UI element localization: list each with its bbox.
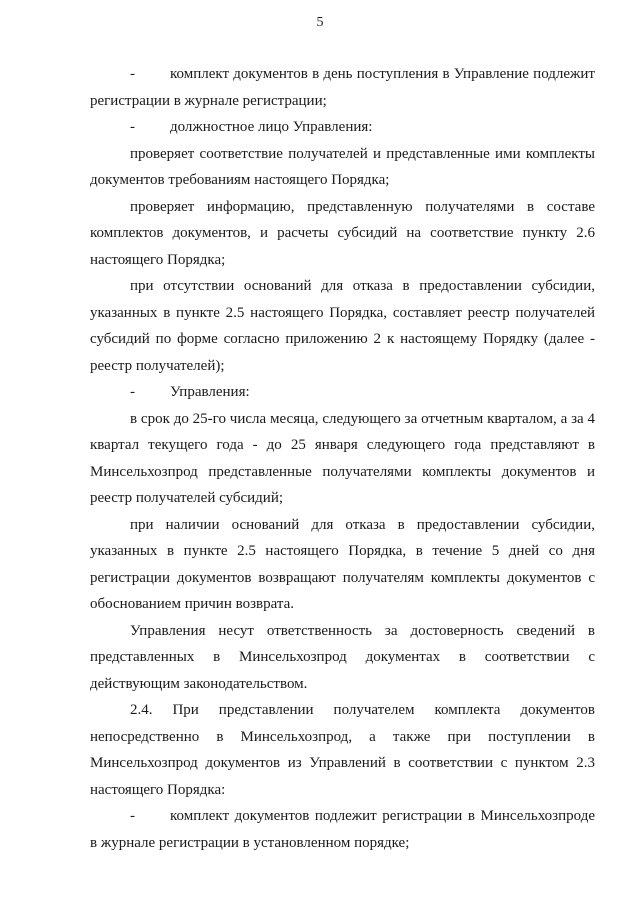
paragraph: проверяет информацию, представленную получателями в составе комплектов документов, и расчеты субсидий на соответствие пункту 2.6 настоящего Порядка; <box>90 198 595 268</box>
bullet-text: комплект документов подлежит регистрации в Минсельхозпроде в журнале регистрации в установленном порядке; <box>90 808 595 851</box>
page-number: 5 <box>316 15 324 30</box>
bullet-dash: - <box>130 384 135 400</box>
bullet-text: Управления: <box>170 384 250 400</box>
paragraph: в срок до 25-го числа месяца, следующего за отчетным кварталом, а за 4 квартал текущего года - до 25 января следующего года представляют в Минсельхозпрод представленные получателями комплекты документов и реестр получателей субсидий; <box>90 410 595 506</box>
paragraph: 2.4. При представлении получателем комплекта документов непосредственно в Минсельхозпрод, а также при поступлении в Минсельхозпрод документов из Управлений в соответствии с пунктом 2.3 настоящего Порядка: <box>90 702 595 798</box>
document-body <box>90 61 595 856</box>
paragraph: Управления несут ответственность за достоверность сведений в представленных в Минсельхозпрод документах в соответствии с действующим законодательством. <box>90 622 595 692</box>
bullet-text: комплект документов в день поступления в Управление подлежит регистрации в журнале регистрации; <box>90 66 595 109</box>
bullet-item <box>90 379 595 406</box>
bullet-dash: - <box>130 119 135 135</box>
bullet-item <box>90 61 595 114</box>
bullet-text: должностное лицо Управления: <box>170 119 373 135</box>
bullet-item <box>90 114 595 141</box>
bullet-item <box>90 803 595 856</box>
bullet-dash: - <box>130 808 135 824</box>
bullet-dash: - <box>130 66 135 82</box>
paragraph: при отсутствии оснований для отказа в предоставлении субсидии, указанных в пункте 2.5 настоящего Порядка, составляет реестр получателей субсидий по форме согласно приложению 2 к настоящему Порядку (далее - реестр получателей); <box>90 278 595 374</box>
paragraph: проверяет соответствие получателей и представленные ими комплекты документов требованиям настоящего Порядка; <box>90 145 595 188</box>
paragraph: при наличии оснований для отказа в предоставлении субсидии, указанных в пункте 2.5 настоящего Порядка, в течение 5 дней со дня регистрации документов возвращают получателям комплекты документов с обоснованием причин возврата. <box>90 516 595 612</box>
